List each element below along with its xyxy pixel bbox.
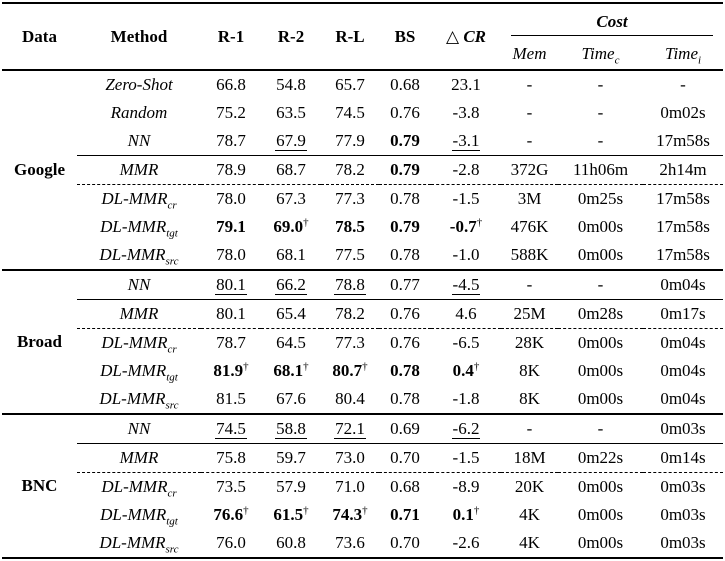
method-subscript: cr — [167, 199, 177, 212]
cell-r2: 65.4 — [261, 300, 321, 329]
cell-delta-cr: -1.5 — [431, 185, 501, 214]
cell-time-i: 17m58s — [656, 217, 710, 236]
cell-rl: 77.5 — [335, 245, 365, 264]
cell-rl: 72.1 — [321, 414, 379, 444]
cell-rl: 77.9 — [335, 131, 365, 150]
cell-delta-cr: -3.8 — [452, 103, 480, 122]
cell-time-c: 0m00s — [577, 533, 624, 552]
table-body — [2, 70, 723, 558]
cell-rl: 65.7 — [321, 70, 379, 99]
cell-rl: 77.3 — [321, 329, 379, 358]
cell-mem: 20K — [501, 473, 558, 502]
table-row — [2, 241, 723, 270]
method-cell: $DL-MMR_{cr}$ — [77, 185, 201, 214]
cell-time-c: 0m00s — [577, 361, 624, 380]
cell-bs: 0.78 — [390, 245, 420, 264]
data-label-bnc: BNC — [2, 414, 77, 558]
cell-time-c: 0m00s — [577, 505, 624, 524]
cell-mem: - — [526, 131, 533, 150]
cell-bs: 0.76 — [379, 329, 431, 358]
dagger-mark: † — [303, 360, 309, 373]
cell-mem: 372G — [501, 156, 558, 185]
cell-time-c: 0m28s — [558, 300, 643, 329]
cell-rl: 74.5 — [335, 103, 365, 122]
cell-time-c: 0m00s — [577, 245, 624, 264]
method-cell: MMR — [77, 444, 201, 473]
dagger-mark: † — [303, 504, 309, 517]
col-header-r1: R-1 — [217, 26, 245, 46]
method-subscript: tgt — [166, 371, 178, 384]
table-row — [2, 300, 723, 329]
method-subscript: src — [165, 255, 179, 268]
cell-r1: 74.5 — [201, 414, 261, 444]
col-header-data: Data — [22, 26, 57, 46]
method-cell: Zero-Shot — [77, 70, 201, 99]
cell-rl: 78.2 — [321, 156, 379, 185]
cell-bs: 0.77 — [379, 270, 431, 300]
cell-delta-cr: -1.0 — [452, 245, 480, 264]
cell-r1: 73.5 — [201, 473, 261, 502]
method-cell: Random — [110, 103, 168, 122]
table-row — [2, 99, 723, 127]
method-cell: $DL-MMR_{cr}$ — [77, 329, 201, 358]
cell-time-c: 0m25s — [558, 185, 643, 214]
cell-r2: 58.8 — [261, 414, 321, 444]
cell-r2: 59.7 — [261, 444, 321, 473]
dagger-mark: † — [243, 504, 249, 517]
method-cell: NN — [127, 131, 151, 150]
cell-bs: 0.79 — [390, 217, 420, 236]
method-subscript: cr — [167, 343, 177, 356]
cell-delta-cr: -8.9 — [431, 473, 501, 502]
cell-time-c: 0m00s — [577, 217, 624, 236]
cell-rl: 73.0 — [321, 444, 379, 473]
cell-time-i: 0m03s — [643, 473, 723, 502]
cell-time-i: 0m03s — [643, 414, 723, 444]
table-header — [2, 3, 723, 70]
cell-r2: 54.8 — [261, 70, 321, 99]
cell-delta-cr: 4.6 — [431, 300, 501, 329]
cell-bs: 0.76 — [390, 103, 420, 122]
cell-rl: 77.3 — [321, 185, 379, 214]
cell-bs: 0.78 — [379, 185, 431, 214]
table-row — [2, 473, 723, 502]
cell-mem: 8K — [519, 361, 540, 380]
cell-r1: 80.1 — [201, 270, 261, 300]
cell-time-c: 0m00s — [558, 473, 643, 502]
cell-bs: 0.68 — [379, 473, 431, 502]
table-row — [2, 357, 723, 385]
cell-time-i: 0m04s — [660, 361, 706, 380]
cell-delta-cr: 0.1† — [452, 504, 480, 524]
cell-r1: 75.2 — [216, 103, 246, 122]
cell-r1: 76.0 — [216, 533, 246, 552]
cell-r2: 57.9 — [261, 473, 321, 502]
cell-time-i: 0m14s — [643, 444, 723, 473]
time-i-subscript: i — [698, 53, 702, 66]
cell-delta-cr: -2.8 — [431, 156, 501, 185]
col-header-time-i: Time$_i$ — [664, 43, 702, 66]
cell-r1: 78.9 — [201, 156, 261, 185]
cell-delta-cr: -4.5 — [431, 270, 501, 300]
dagger-mark: † — [473, 360, 480, 373]
cell-r2: 69.0† — [273, 216, 309, 236]
cell-rl: 78.2 — [321, 300, 379, 329]
cell-mem: 28K — [501, 329, 558, 358]
cell-r1: 81.5 — [216, 389, 246, 408]
cell-bs: 0.70 — [379, 444, 431, 473]
cell-mem: 588K — [510, 245, 549, 264]
cell-rl: 80.7† — [332, 360, 368, 380]
dagger-mark: † — [473, 504, 480, 517]
method-subscript: src — [165, 543, 179, 556]
cell-r1: 66.8 — [201, 70, 261, 99]
cell-r1: 81.9† — [213, 360, 249, 380]
cell-r1: 78.0 — [216, 245, 246, 264]
col-header-method: Method — [110, 26, 168, 46]
col-header-delta-cr — [431, 3, 501, 70]
method-subscript: tgt — [166, 227, 178, 240]
cell-bs: 0.71 — [390, 505, 420, 524]
cell-time-c: 0m00s — [577, 389, 624, 408]
cell-bs: 0.70 — [390, 533, 420, 552]
cell-time-i: 0m17s — [643, 300, 723, 329]
col-header-bs: BS — [394, 26, 416, 46]
cell-mem: 25M — [501, 300, 558, 329]
method-cell: $DL-MMR_{tgt}$ — [100, 505, 178, 528]
cell-time-i: 0m03s — [660, 533, 706, 552]
table-row — [2, 156, 723, 185]
method-cell: $DL-MMR_{cr}$ — [77, 473, 201, 502]
table-row — [2, 329, 723, 358]
cell-r2: 64.5 — [261, 329, 321, 358]
cell-r1: 78.7 — [201, 329, 261, 358]
cell-r2: 67.9 — [276, 130, 306, 150]
cell-bs: 0.76 — [379, 300, 431, 329]
delta-cr-label: CR — [463, 26, 486, 46]
cell-time-i: - — [643, 70, 723, 99]
cell-mem: 476K — [510, 217, 549, 236]
method-subscript: tgt — [166, 515, 178, 528]
data-label-broad: Broad — [2, 270, 77, 414]
cell-delta-cr: -1.5 — [431, 444, 501, 473]
cell-delta-cr: -6.5 — [431, 329, 501, 358]
cell-bs: 0.68 — [379, 70, 431, 99]
cell-r2: 68.7 — [261, 156, 321, 185]
cell-time-i: 17m58s — [643, 185, 723, 214]
dagger-mark: † — [476, 216, 483, 229]
cell-time-c: 0m00s — [558, 329, 643, 358]
cell-time-c: - — [597, 131, 604, 150]
method-cell: MMR — [77, 300, 201, 329]
cell-time-c: - — [558, 414, 643, 444]
cell-bs: 0.69 — [379, 414, 431, 444]
cell-r2: 60.8 — [276, 533, 306, 552]
table-row — [2, 270, 723, 300]
cell-delta-cr: -3.1 — [452, 130, 480, 150]
method-cell: $DL-MMR_{src}$ — [99, 389, 179, 412]
cell-bs: 0.78 — [390, 361, 420, 380]
table-row — [2, 501, 723, 529]
cell-r1: 78.0 — [201, 185, 261, 214]
method-cell: NN — [77, 270, 201, 300]
table-row — [2, 385, 723, 414]
cell-rl: 71.0 — [321, 473, 379, 502]
header-row-main — [2, 3, 723, 38]
cell-rl: 78.5 — [335, 217, 365, 236]
cell-delta-cr: -6.2 — [431, 414, 501, 444]
col-header-cost — [501, 3, 723, 38]
cost-group-label: Cost — [511, 7, 713, 36]
cell-r2: 66.2 — [261, 270, 321, 300]
cell-delta-cr: -0.7† — [449, 216, 483, 236]
cell-time-i: 0m02s — [660, 103, 706, 122]
cell-bs: 0.79 — [390, 131, 420, 150]
results-table — [2, 2, 723, 559]
cell-mem: 4K — [519, 533, 540, 552]
col-header-time-c: Time$_c$ — [581, 43, 620, 66]
method-cell: MMR — [77, 156, 201, 185]
cell-r1: 75.8 — [201, 444, 261, 473]
triangle-icon: △ — [445, 26, 460, 46]
cell-r2: 68.1 — [276, 245, 306, 264]
table-row — [2, 444, 723, 473]
cell-mem: 8K — [519, 389, 540, 408]
dagger-mark: † — [303, 216, 309, 229]
cell-time-i: 0m04s — [643, 329, 723, 358]
cell-bs: 0.78 — [390, 389, 420, 408]
cell-mem: - — [501, 270, 558, 300]
table-row — [2, 185, 723, 214]
cell-r1: 78.7 — [216, 131, 246, 150]
method-cell: NN — [77, 414, 201, 444]
dagger-mark: † — [362, 360, 368, 373]
cell-time-i: 17m58s — [656, 245, 710, 264]
table-row — [2, 529, 723, 558]
cell-delta-cr: -2.6 — [452, 533, 480, 552]
method-cell: $DL-MMR_{src}$ — [99, 245, 179, 268]
cell-time-i: 0m03s — [660, 505, 706, 524]
cell-r1: 80.1 — [201, 300, 261, 329]
cell-r2: 68.1† — [273, 360, 309, 380]
method-cell: $DL-MMR_{tgt}$ — [100, 361, 178, 384]
cell-time-c: - — [558, 70, 643, 99]
cell-delta-cr: 23.1 — [431, 70, 501, 99]
cell-rl: 78.8 — [321, 270, 379, 300]
table-row — [2, 414, 723, 444]
col-header-r2: R-2 — [277, 26, 305, 46]
method-cell: $DL-MMR_{src}$ — [99, 533, 179, 556]
cell-time-c: 0m22s — [558, 444, 643, 473]
cell-mem: - — [501, 414, 558, 444]
cell-bs: 0.79 — [379, 156, 431, 185]
col-header-mem: Mem — [512, 43, 547, 63]
table-row — [2, 213, 723, 241]
cell-rl: 80.4 — [335, 389, 365, 408]
cell-time-i: 17m58s — [656, 131, 710, 150]
cell-r2: 67.6 — [276, 389, 306, 408]
time-c-subscript: c — [614, 53, 620, 66]
cell-mem: 18M — [501, 444, 558, 473]
cell-mem: 3M — [501, 185, 558, 214]
cell-mem: - — [526, 103, 533, 122]
col-header-rl: R-L — [335, 26, 365, 46]
cell-time-c: - — [597, 103, 604, 122]
cell-r1: 79.1 — [216, 217, 246, 236]
cell-r2: 63.5 — [276, 103, 306, 122]
cell-time-i: 0m04s — [660, 389, 706, 408]
dagger-mark: † — [243, 360, 249, 373]
cell-r1: 76.6† — [213, 504, 249, 524]
cell-r2: 61.5† — [273, 504, 309, 524]
cell-r2: 67.3 — [261, 185, 321, 214]
cell-rl: 73.6 — [335, 533, 365, 552]
data-label-google: Google — [2, 70, 77, 270]
table-row — [2, 70, 723, 99]
dagger-mark: † — [362, 504, 368, 517]
cell-mem: 4K — [519, 505, 540, 524]
table-row — [2, 127, 723, 156]
cell-time-c: - — [558, 270, 643, 300]
cell-rl: 74.3† — [332, 504, 368, 524]
cell-delta-cr: -1.8 — [452, 389, 480, 408]
cell-mem: - — [501, 70, 558, 99]
method-subscript: cr — [167, 487, 177, 500]
cell-delta-cr: 0.4† — [452, 360, 480, 380]
cell-time-i: 2h14m — [643, 156, 723, 185]
cell-time-i: 0m04s — [643, 270, 723, 300]
cell-time-c: 11h06m — [558, 156, 643, 185]
method-cell: $DL-MMR_{tgt}$ — [100, 217, 178, 240]
method-subscript: src — [165, 399, 179, 412]
